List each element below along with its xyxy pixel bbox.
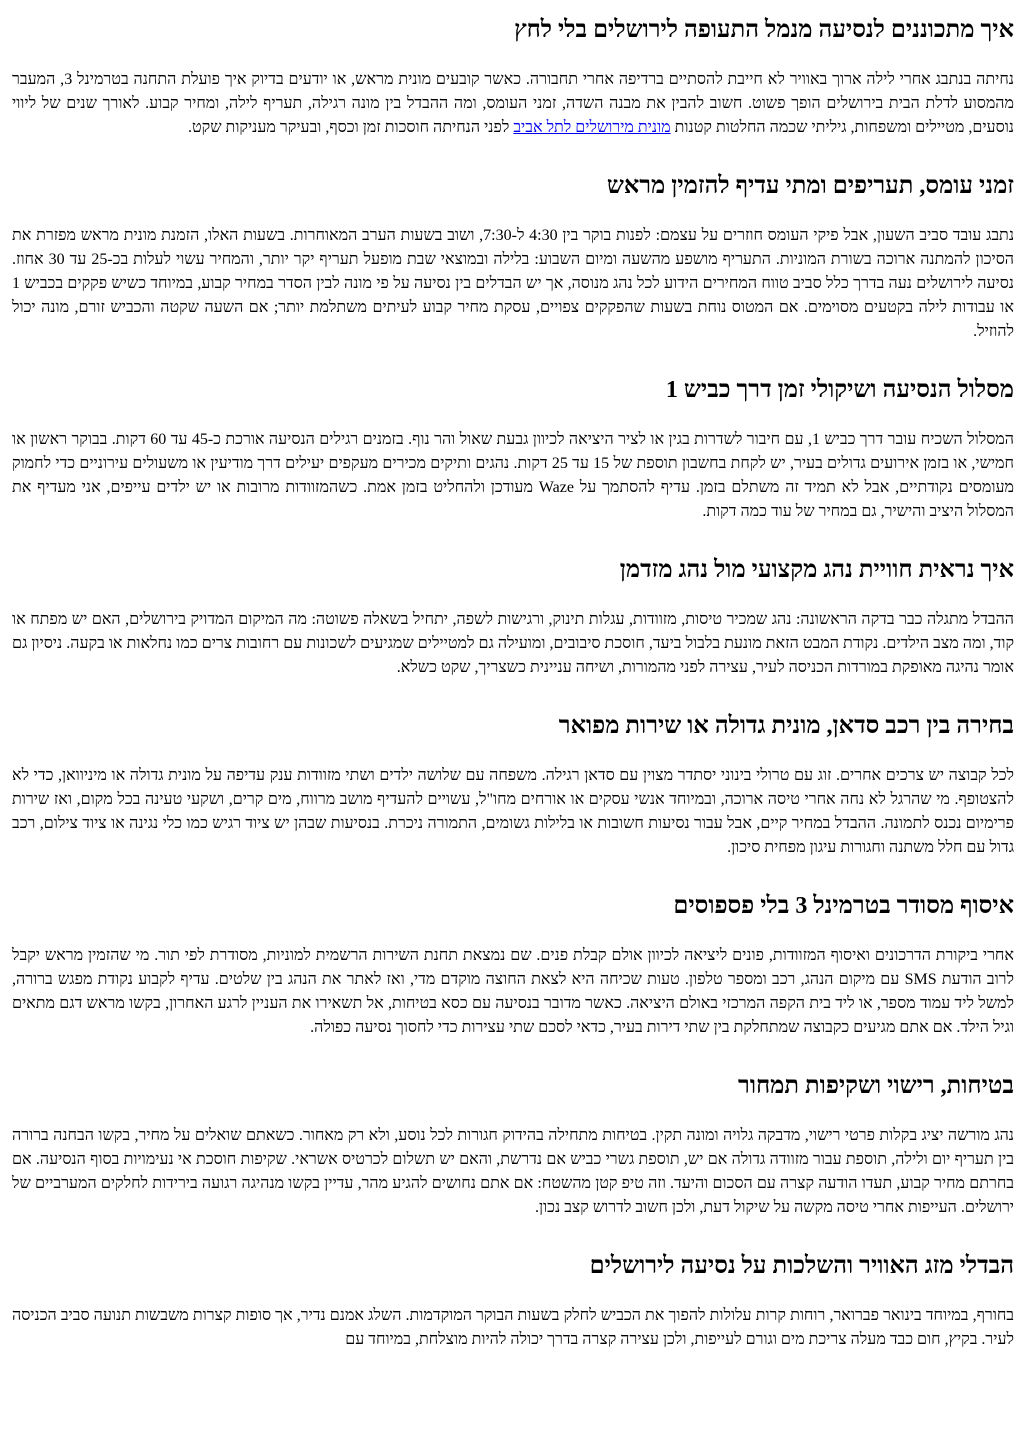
section-heading: איסוף מסודר בטרמינל 3 בלי פספוסים xyxy=(673,893,1014,919)
section-terminal-pickup xyxy=(12,890,1014,1040)
section-paragraph: בחורף, במיוחד בינואר פברואר, רוחות קרות עלולות להפוך את הכביש לחלק בשעות הבוקר המוקדמות. השלג אמנם נדיר, אך סופות קצרות משבשות תנועה סביב הכניסה לעיר. בקיץ, חום כבד מעלה צריכת מים וגורם לעייפות, ולכן עצירה קצרה בדרך יכולה להיות מוצלחת, במיוחד עם xyxy=(12,1307,1014,1348)
section-vehicle-choice xyxy=(12,710,1014,860)
section-heading: מסלול הנסיעה ושיקולי זמן דרך כביש 1 xyxy=(665,377,1014,403)
section-heading: הבדלי מזג האוויר והשלכות על נסיעה לירושלים xyxy=(589,1253,1014,1279)
section-heading: זמני עומס, תעריפים ומתי עדיף להזמין מראש xyxy=(606,173,1014,199)
section-paragraph: אחרי ביקורת הדרכונים ואיסוף המזוודות, פונים ליציאה לכיוון אולם קבלת פנים. שם נמצאת תחנת השירות הרשמית למוניות, מסודרת לפי תור. מי שהזמין מראש יקבל לרוב הודעת SMS עם מיקום הנהג, רכב ומספר טלפון. טעות שכיחה היא לצאת החוצה מוקדם מדי, ואז לאתר את הנהג בין שלטים. עדיף לקבוע נקודת מפגש ברורה, למשל ליד עמוד מספר, או ליד בית הקפה המרכזי באולם היציאה. כאשר מדובר בנסיעה עם כסא בטיחות, אל תשאירו את העניין לרגע האחרון, בקשו מראש דגם מתאים וגיל הילד. אם אתם מגיעים כקבוצה שמתחלקת בין שתי דירות בעיר, כדאי לסכם שתי עצירות כדי לחסוך נסיעה כפולה. xyxy=(12,947,1015,1036)
section-paragraph: ההבדל מתגלה כבר בדקה הראשונה: נהג שמכיר טיסות, מזוודות, עגלות תינוק, ורגישות לשפה, יתחיל בשאלה פשוטה: מה המיקום המדויק בירושלים, האם יש מפתח או קוד, ומה מצב הילדים. נקודת המבט הזאת מונעת בלבול ביעד, חוסכת סיבובים, ומועילה גם למטיילים שמגיעים לשכונות עם רחובות צרים כמו נחלאות או בקעה. ניסיון גם אומר נהיגה מאופקת במורדות הכניסה לעיר, עצירה לפני מהמורות, ושיחה עניינית כשצריך, שקט כשלא. xyxy=(12,611,1014,676)
paragraph-text-after-link: לפני הנחיתה חוסכות זמן וכסף, ובעיקר מעניקות שקט. xyxy=(188,119,514,136)
section-airport-prep xyxy=(12,14,1014,140)
section-peak-times xyxy=(12,170,1014,344)
section-driver-experience xyxy=(12,554,1014,680)
section-safety-pricing xyxy=(12,1070,1014,1220)
section-heading: איך נראית חוויית נהג מקצועי מול נהג מזדמן xyxy=(619,557,1014,583)
section-paragraph: המסלול השכיח עובר דרך כביש 1, עם חיבור לשדרות בגין או לציר היציאה לכיוון גבעת שאול והר נוף. בזמנים רגילים הנסיעה אורכת כ-45 עד 60 דקות. בבוקר ראשון או חמישי, או בזמן אירועים גדולים בעיר, יש לקחת בחשבון תוספת של 15 עד 25 דקות. נהגים ותיקים מכירים מעקפים יעילים דרך מודיעין או משעולים עירוניים כדי לחמוק מעומסים נקודתיים, אבל לא תמיד זה משתלם בזמן. עדיף להסתמך על Waze מעודכן ולהחליט בזמן אמת. כשהמזוודות מרובות או יש ילדים עייפים, אני מעדיף את המסלול היציב והישיר, גם במחיר של עוד כמה דקות. xyxy=(12,431,1015,520)
section-heading: איך מתכוננים לנסיעה מנמל התעופה לירושלים בלי לחץ xyxy=(514,17,1014,43)
section-paragraph: נתבג עובד סביב השעון, אבל פיקי העומס חוזרים על עצמם: לפנות בוקר בין 4:30 ל-7:30, ושוב בשעות הערב המאוחרות. בשעות האלו, הזמנת מונית מראש מפזרת את הסיכון להמתנה ארוכה בשורת המוניות. התעריף מושפע מהשעה ומיום השבוע: בלילה ובמוצאי שבת מופעל תעריף יקר יותר, והמחיר עשוי לעלות בכ-25 עד 30 אחוז. נסיעה לירושלים נעה בדרך כלל סביב טווח המחירים הידוע לכל נהג מנוסה, אך יש הבדלים בין נסיעה על פי מונה לבין הסדר במחיר קבוע, במיוחד כשיש פקקים בכביש 1 או עבודות לילה בקטעים מסוימים. אם המטוס נוחת בשעות שהפקקים צפויים, עסקת מחיר קבוע לעיתים משתלמת יותר; אם השעה שקטה והכביש זורם, מונה יכול להוזיל. xyxy=(12,227,1015,340)
section-paragraph: נהג מורשה יציג בקלות פרטי רישוי, מדבקה גלויה ומונה תקין. בטיחות מתחילה בהידוק חגורות לכל נוסע, ולא רק מאחור. כשאתם שואלים על מחיר, בקשו הבחנה ברורה בין תעריף יום ולילה, תוספת עבור מזוודה גדולה אם יש, תוספת גשרי כביש אם נדרשת, והאם יש תשלום לכרטיס אשראי. שקיפות חוסכת אי נעימויות בסוף הנסיעה. אם בחרתם מחיר קבוע, תעדו הודעה קצרה עם הסכום והיעד. וזה טיפ קטן מהשטח: אם אתם נחושים להגיע מהר, עדיין בקשו מנהיגה רגועה בירידות לחלקים המערביים של ירושלים. העייפות אחרי טיסה מקשה על שיקול דעת, ולכן חשוב לדרוש קצב נכון. xyxy=(12,1127,1014,1216)
section-paragraph: לכל קבוצה יש צרכים אחרים. זוג עם טרולי בינוני יסתדר מצוין עם סדאן רגילה. משפחה עם שלושה ילדים ושתי מזוודות ענק עדיפה על מונית גדולה או מיניוואן, כדי לא להצטופף. מי שהרגל לא נחה אחרי טיסה ארוכה, ובמיוחד אנשי עסקים או אורחים מחו"ל, עשויים להעדיף מושב מרווח, מים קרים, ושקעי טעינה בכל מקום, ואז שירות פרימיום נכנס לתמונה. ההבדל במחיר קיים, אבל עבור נסיעות חשובות או בלילות גשומים, התמורה ניכרת. בנסיעות שבהן יש ציוד רגיש כמו כלי נגינה או ציוד צילום, רכב גדול עם חלל משתנה וחגורות עיגון מפחית סיכון. xyxy=(12,767,1014,856)
section-weather xyxy=(12,1250,1014,1352)
taxi-jerusalem-tel-aviv-link[interactable]: מונית מירושלים לתל אביב xyxy=(513,119,671,136)
section-route xyxy=(12,374,1014,524)
section-paragraph xyxy=(12,68,1014,140)
paragraph-text-before-link: נחיתה בנתבג אחרי לילה ארוך באוויר לא חייבת להסתיים ברדיפה אחרי תחבורה. כאשר קובעים מונית מראש, או יודעים בדיוק איך פועלת התחנה בטרמינל 3, המעבר מהמסוע לדלת הבית בירושלים הופך פשוט. חשוב להבין את מבנה השדה, זמני העומס, ומה ההבדל בין מונה רגילה, תעריף לילה, ומחיר קבוע. לאורך שנים של ליווי נוסעים, מטיילים ומשפחות, גיליתי שכמה החלטות קטנות xyxy=(12,71,1015,136)
section-heading: בחירה בין רכב סדאן, מונית גדולה או שירות מפואר xyxy=(558,713,1014,739)
section-heading: בטיחות, רישוי ושקיפות תמחור xyxy=(738,1073,1014,1099)
